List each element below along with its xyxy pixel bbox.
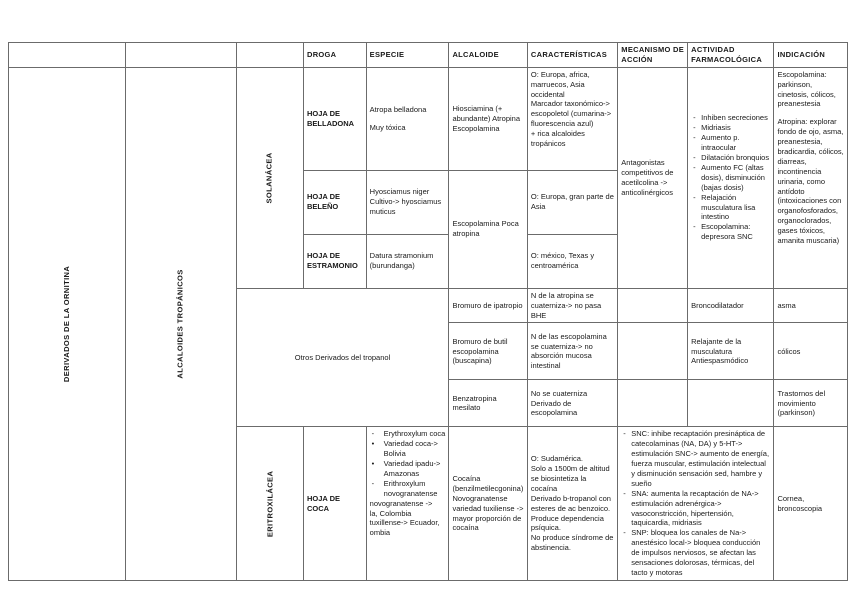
- caracteristicas-estramonio: O: méxico, Texas y centroamérica: [527, 234, 617, 288]
- group-alcaloides-tropanicos: ALCALOIDES TROPÁNICOS: [126, 67, 236, 580]
- actividad-item: - Dilatación bronquios: [701, 153, 770, 163]
- alcaloide-ipatropio: Bromuro de ipatropio: [449, 288, 527, 323]
- caracteristicas-beleno: O: Europa, gran parte de Asia: [527, 170, 617, 234]
- actividad-ipatropio: Broncodilatador: [688, 288, 774, 323]
- header-empty: [126, 43, 236, 68]
- header-alcaloide: ALCALOIDE: [449, 43, 527, 68]
- actividad-benzatropina: [688, 380, 774, 427]
- mecanismo-item: - SNP: bloquea los canales de Na-> anestésico local-> bloquea conducción de impulsos nerviosos, se afectan las sensaciones dolorosas, térmicas, del tacto y motoras: [631, 528, 770, 577]
- header-caracteristicas: CARACTERÍSTICAS: [527, 43, 617, 68]
- header-indicacion: INDICACIÓN: [774, 43, 848, 68]
- especie-coca: [366, 427, 449, 580]
- especie-belladona: Atropa belladona Muy tóxica: [366, 67, 449, 170]
- header-especie: ESPECIE: [366, 43, 449, 68]
- alkaloid-table: [8, 42, 848, 581]
- header-row: [9, 43, 848, 68]
- caracteristicas-coca: O: Sudamérica. Solo a 1500m de altitud se biosintetiza la cocaína Derivado b-tropanol con esteres de ac benzoico. Produce dependencia psíquica. No produce síndrome de abstinencia.: [527, 427, 617, 580]
- group-eritroxilacea: ERITROXILÁCEA: [236, 427, 303, 580]
- actividad-item: - Aumento p. intraocular: [701, 133, 770, 153]
- indicacion-ipatropio: asma: [774, 288, 848, 323]
- droga-belladona: HOJA DE BELLADONA: [303, 67, 366, 170]
- alcaloide-belladona: Hiosciamina (+ abundante) Atropina Escopolamina: [449, 67, 527, 170]
- row-belladona: [9, 67, 848, 170]
- droga-beleno: HOJA DE BELEÑO: [303, 170, 366, 234]
- mecanismo-coca: [618, 427, 774, 580]
- indicacion-benzatropina: Trastornos del movimiento (parkinson): [774, 380, 848, 427]
- mecanismo-solanacea: Antagonistas competitivos de acetilcolina -> anticolinérgicos: [618, 67, 688, 288]
- especie-item: • Variedad coca-> Bolivia: [384, 439, 446, 459]
- header-actividad: ACTIVIDAD FARMACOLÓGICA: [688, 43, 774, 68]
- indicacion-coca: Cornea, broncoscopia: [774, 427, 848, 580]
- actividad-item: - Midriasis: [701, 123, 770, 133]
- especie-item: • Variedad ipadu-> Amazonas: [384, 459, 446, 479]
- caracteristicas-belladona: O: Europa, africa, marruecos, Asia occidental Marcador taxonómico-> escopoletol (cumarina-> fluorescencia azul) + rica alcaloides tropánicos: [527, 67, 617, 170]
- indicacion-buscapina: cólicos: [774, 323, 848, 380]
- tropanol-label: Otros Derivados del tropanol: [236, 288, 449, 427]
- caracteristicas-ipatropio: N de la atropina se cuaterniza-> no pasa BHE: [527, 288, 617, 323]
- group-derivados-ornitina: DERIVADOS DE LA ORNITINA: [9, 67, 126, 580]
- document-table: [8, 42, 848, 581]
- caracteristicas-benzatropina: No se cuaterniza Derivado de escopolamina: [527, 380, 617, 427]
- header-mecanismo: MECANISMO DE ACCIÓN: [618, 43, 688, 68]
- mecanismo-ipatropio: [618, 288, 688, 323]
- droga-estramonio: HOJA DE ESTRAMONIO: [303, 234, 366, 288]
- actividad-item: - Inhiben secreciones: [701, 113, 770, 123]
- droga-coca: HOJA DE COCA: [303, 427, 366, 580]
- mecanismo-item: - SNC: inhibe recaptación presináptica de catecolaminas (NA, DA) y 5-HT-> estimulación SNC-> aumento de energía, fuerza muscular, estimulación intelectual y disminución sensación sed, hambre y sueño: [631, 429, 770, 488]
- especie-beleno: Hyosciamus niger Cultivo-> hyosciamus muticus: [366, 170, 449, 234]
- especie-tail: ombia: [369, 528, 391, 538]
- mecanismo-benzatropina: [618, 380, 688, 427]
- especie-item: - Erythroxylum coca: [384, 429, 446, 439]
- indicacion-solanacea: Escopolamina: parkinson, cinetosis, cólicos, preanestesia Atropina: explorar fondo de ojo, asma, preanestesia, bradicardia, cólicos, diarreas, incontinencia urinaria, como antídoto (intoxicaciones con organofosforados, organoclorados, gases tóxicos, amanita muscaria): [774, 67, 848, 288]
- actividad-buscapina: Relajante de la musculatura Antiespasmódico: [688, 323, 774, 380]
- header-empty: [236, 43, 303, 68]
- alcaloide-coca: Cocaína (benzilmetilecgonina) Novogranatense variedad tuxiliense -> mayor proporción de cocaína: [449, 427, 527, 580]
- mecanismo-item: - SNA: aumenta la recaptación de NA-> estimulación adrenérgica-> vasoconstricción, hipertensión, taquicardia, midriasis: [631, 489, 770, 529]
- actividad-item: - Relajación musculatura lisa intestino: [701, 193, 770, 223]
- header-empty: [9, 43, 126, 68]
- especie-estramonio: Datura stramonium (burundanga): [366, 234, 449, 288]
- mecanismo-buscapina: [618, 323, 688, 380]
- alcaloide-benzatropina: Benzatropina mesilato: [449, 380, 527, 427]
- alcaloide-beleno-estramonio: Escopolamina Poca atropina: [449, 170, 527, 288]
- actividad-item: - Escopolamina: depresora SNC: [701, 222, 770, 242]
- caracteristicas-buscapina: N de las escopolamina se cuaterniza-> no absorción mucosa intestinal: [527, 323, 617, 380]
- actividad-solanacea: [688, 67, 774, 288]
- alcaloide-buscapina: Bromuro de butil escopolamina (buscapina): [449, 323, 527, 380]
- especie-tail: tuxillense-> Ecuador,: [369, 518, 440, 528]
- especie-tail: la, Colombia: [369, 508, 412, 518]
- actividad-item: - Aumento FC (altas dosis), disminución (bajas dosis): [701, 163, 770, 193]
- group-solanacea: SOLANÁCEA: [236, 67, 303, 288]
- header-droga: DROGA: [303, 43, 366, 68]
- especie-item: - Erithroxylum novogranatense: [384, 479, 446, 499]
- especie-tail: novogranatense ->: [369, 498, 433, 508]
